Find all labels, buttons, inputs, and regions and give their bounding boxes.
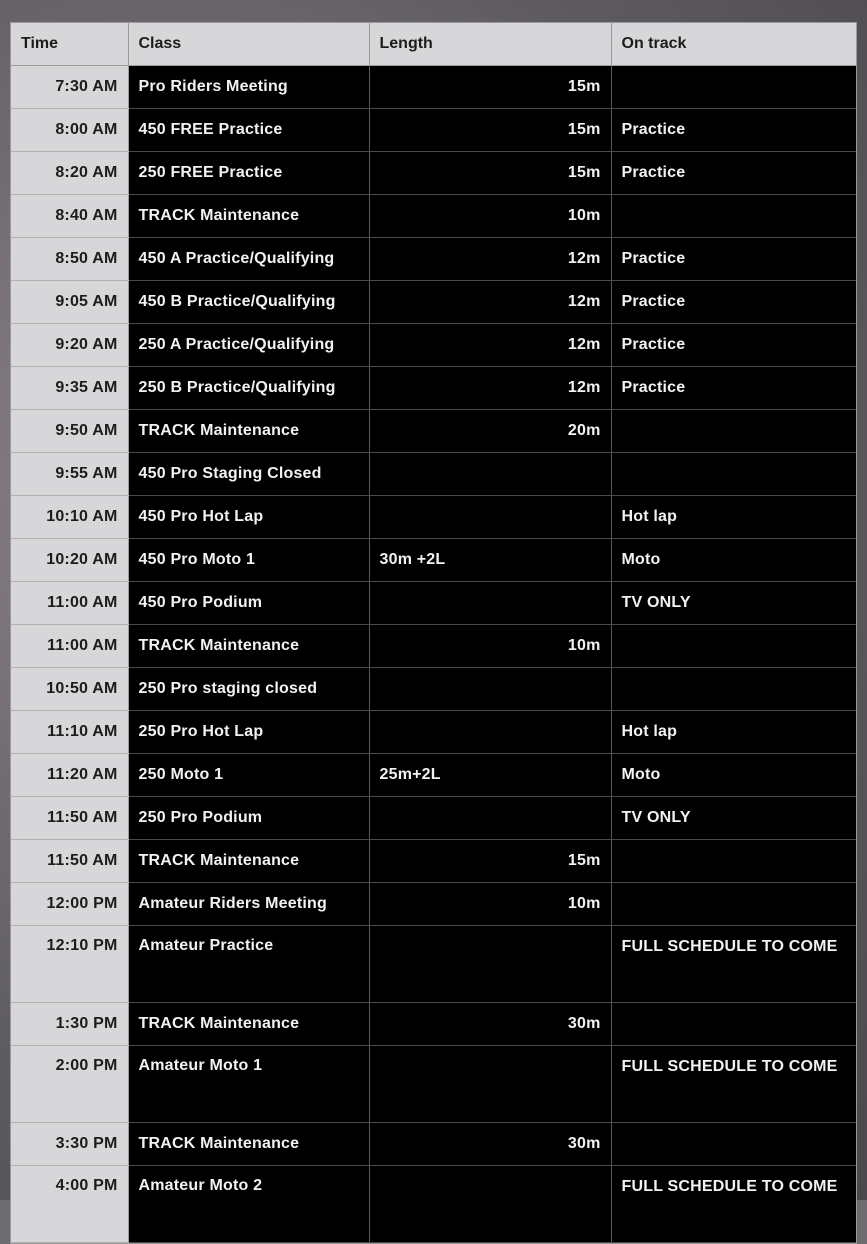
class-cell: 250 B Practice/Qualifying [128,367,369,410]
table-row [11,883,856,926]
column-header-length: Length [369,23,611,66]
time-cell: 3:30 PM [11,1123,128,1166]
on-track-cell [611,840,856,883]
class-cell: Amateur Riders Meeting [128,883,369,926]
table-row [11,238,856,281]
on-track-cell: Hot lap [611,496,856,539]
table-row [11,1123,856,1166]
on-track-cell: Practice [611,367,856,410]
time-cell: 4:00 PM [11,1166,128,1243]
time-cell: 11:20 AM [11,754,128,797]
class-cell: TRACK Maintenance [128,625,369,668]
table-row [11,582,856,625]
table-row [11,668,856,711]
length-cell: 15m [369,152,611,195]
on-track-cell: FULL SCHEDULE TO COME [611,926,856,1003]
on-track-cell: Practice [611,238,856,281]
length-cell: 10m [369,883,611,926]
length-cell [369,926,611,1003]
table-row [11,66,856,109]
time-cell: 8:00 AM [11,109,128,152]
on-track-cell: TV ONLY [611,582,856,625]
on-track-cell: Moto [611,539,856,582]
time-cell: 9:50 AM [11,410,128,453]
class-cell: 250 Pro Podium [128,797,369,840]
length-cell [369,1166,611,1243]
length-cell: 12m [369,238,611,281]
class-cell: 450 Pro Podium [128,582,369,625]
class-cell: TRACK Maintenance [128,1123,369,1166]
schedule-table [11,23,856,1243]
header-row [11,23,856,66]
on-track-cell [611,883,856,926]
length-cell: 10m [369,195,611,238]
time-cell: 11:50 AM [11,797,128,840]
on-track-cell: FULL SCHEDULE TO COME [611,1046,856,1123]
table-row [11,1166,856,1243]
length-cell: 20m [369,410,611,453]
length-cell: 25m+2L [369,754,611,797]
time-cell: 7:30 AM [11,66,128,109]
class-cell: 250 FREE Practice [128,152,369,195]
table-row [11,281,856,324]
length-cell [369,496,611,539]
class-cell: Amateur Moto 2 [128,1166,369,1243]
table-row [11,539,856,582]
length-cell: 15m [369,66,611,109]
time-cell: 9:20 AM [11,324,128,367]
length-cell [369,1046,611,1123]
on-track-cell: TV ONLY [611,797,856,840]
time-cell: 9:35 AM [11,367,128,410]
time-cell: 11:00 AM [11,625,128,668]
time-cell: 11:10 AM [11,711,128,754]
on-track-cell [611,66,856,109]
length-cell: 30m +2L [369,539,611,582]
time-cell: 8:40 AM [11,195,128,238]
table-row [11,926,856,1003]
time-cell: 12:10 PM [11,926,128,1003]
table-row [11,840,856,883]
table-row [11,496,856,539]
time-cell: 10:10 AM [11,496,128,539]
length-cell: 10m [369,625,611,668]
table-row [11,1046,856,1123]
table-row [11,711,856,754]
class-cell: TRACK Maintenance [128,410,369,453]
class-cell: 450 Pro Hot Lap [128,496,369,539]
table-row [11,152,856,195]
on-track-cell: Practice [611,324,856,367]
on-track-cell: Practice [611,109,856,152]
class-cell: 450 A Practice/Qualifying [128,238,369,281]
length-cell: 15m [369,109,611,152]
length-cell: 30m [369,1123,611,1166]
length-cell: 30m [369,1003,611,1046]
time-cell: 11:50 AM [11,840,128,883]
schedule-sheet [10,22,857,1244]
class-cell: TRACK Maintenance [128,195,369,238]
time-cell: 12:00 PM [11,883,128,926]
class-cell: 250 Pro Hot Lap [128,711,369,754]
column-header-class: Class [128,23,369,66]
time-cell: 10:20 AM [11,539,128,582]
class-cell: 250 A Practice/Qualifying [128,324,369,367]
on-track-cell [611,668,856,711]
on-track-cell: Practice [611,152,856,195]
length-cell: 12m [369,281,611,324]
length-cell [369,668,611,711]
class-cell: 250 Pro staging closed [128,668,369,711]
on-track-cell: Practice [611,281,856,324]
on-track-cell [611,1123,856,1166]
length-cell: 12m [369,324,611,367]
class-cell: 450 Pro Moto 1 [128,539,369,582]
column-header-time: Time [11,23,128,66]
on-track-cell [611,453,856,496]
class-cell: 450 Pro Staging Closed [128,453,369,496]
class-cell: 450 FREE Practice [128,109,369,152]
time-cell: 2:00 PM [11,1046,128,1123]
table-row [11,754,856,797]
on-track-cell [611,410,856,453]
table-row [11,797,856,840]
time-cell: 10:50 AM [11,668,128,711]
on-track-cell: Moto [611,754,856,797]
column-header-on-track: On track [611,23,856,66]
length-cell: 15m [369,840,611,883]
length-cell [369,797,611,840]
time-cell: 1:30 PM [11,1003,128,1046]
time-cell: 9:05 AM [11,281,128,324]
table-row [11,410,856,453]
table-row [11,367,856,410]
on-track-cell: Hot lap [611,711,856,754]
time-cell: 9:55 AM [11,453,128,496]
on-track-cell [611,625,856,668]
on-track-cell: FULL SCHEDULE TO COME [611,1166,856,1243]
time-cell: 11:00 AM [11,582,128,625]
length-cell: 12m [369,367,611,410]
length-cell [369,453,611,496]
class-cell: TRACK Maintenance [128,1003,369,1046]
length-cell [369,711,611,754]
time-cell: 8:50 AM [11,238,128,281]
on-track-cell [611,195,856,238]
table-row [11,625,856,668]
table-row [11,453,856,496]
time-cell: 8:20 AM [11,152,128,195]
class-cell: 250 Moto 1 [128,754,369,797]
table-row [11,195,856,238]
table-row [11,109,856,152]
on-track-cell [611,1003,856,1046]
class-cell: TRACK Maintenance [128,840,369,883]
class-cell: 450 B Practice/Qualifying [128,281,369,324]
table-row [11,1003,856,1046]
class-cell: Amateur Practice [128,926,369,1003]
class-cell: Pro Riders Meeting [128,66,369,109]
length-cell [369,582,611,625]
table-row [11,324,856,367]
class-cell: Amateur Moto 1 [128,1046,369,1123]
